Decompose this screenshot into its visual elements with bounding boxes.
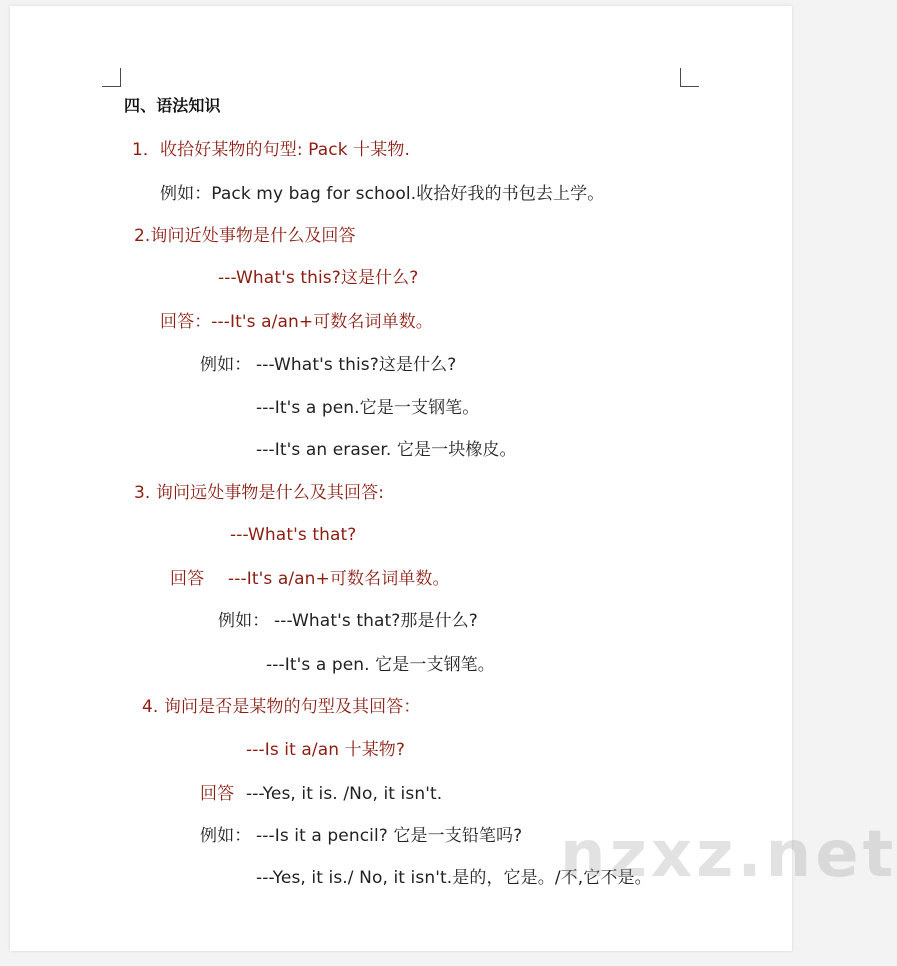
section-heading: 四、语法知识 bbox=[124, 96, 221, 115]
section-3-example-question: ---What's that?那是什么? bbox=[274, 611, 478, 631]
section-3-answer: ---It's a/an+可数名词单数。 bbox=[228, 569, 450, 589]
document-page bbox=[10, 6, 897, 951]
section-3-question: ---What's that? bbox=[230, 525, 357, 545]
section-4-question: ---Is it a/an 十某物? bbox=[246, 740, 406, 760]
top-right-margin-mark bbox=[680, 68, 699, 87]
section-4-example-question: ---Is it a pencil? 它是一支铅笔吗? bbox=[256, 826, 523, 846]
section-4-example-answer: ---Yes, it is./ No, it isn't.是的，它是。/不,它不是。 bbox=[256, 868, 652, 888]
section-3-title: 3. 询问远处事物是什么及其回答: bbox=[134, 483, 385, 503]
section-2-title: 2.询问近处事物是什么及回答 bbox=[134, 226, 356, 246]
section-1-title: 1．收拾好某物的句型: Pack 十某物. bbox=[132, 140, 410, 160]
section-4-answer-label: 回答 bbox=[200, 784, 235, 804]
site-watermark: nzxz.net bbox=[560, 818, 897, 892]
section-2-example-question: ---What's this?这是什么? bbox=[256, 355, 457, 375]
top-left-margin-mark bbox=[102, 68, 121, 87]
section-3-example-label: 例如： bbox=[218, 611, 270, 631]
section-2-question: ---What's this?这是什么? bbox=[218, 268, 419, 288]
section-3-example-answer: ---It's a pen. 它是一支钢笔。 bbox=[266, 655, 495, 675]
section-3-answer-label: 回答 bbox=[170, 569, 205, 589]
section-4-answer: ---Yes, it is. /No, it isn't. bbox=[246, 784, 443, 804]
section-2-answer: 回答：---It's a/an+可数名词单数。 bbox=[160, 312, 433, 332]
section-4-title: 4. 询问是否是某物的句型及其回答： bbox=[142, 697, 421, 717]
section-4-example-label: 例如： bbox=[200, 826, 252, 846]
section-2-example-answer-1: ---It's a pen.它是一支钢笔。 bbox=[256, 398, 480, 418]
section-2-example-label: 例如： bbox=[200, 355, 252, 375]
section-1-example: 例如：Pack my bag for school.收拾好我的书包去上学。 bbox=[160, 184, 605, 204]
section-2-example-answer-2: ---It's an eraser. 它是一块橡皮。 bbox=[256, 440, 517, 460]
